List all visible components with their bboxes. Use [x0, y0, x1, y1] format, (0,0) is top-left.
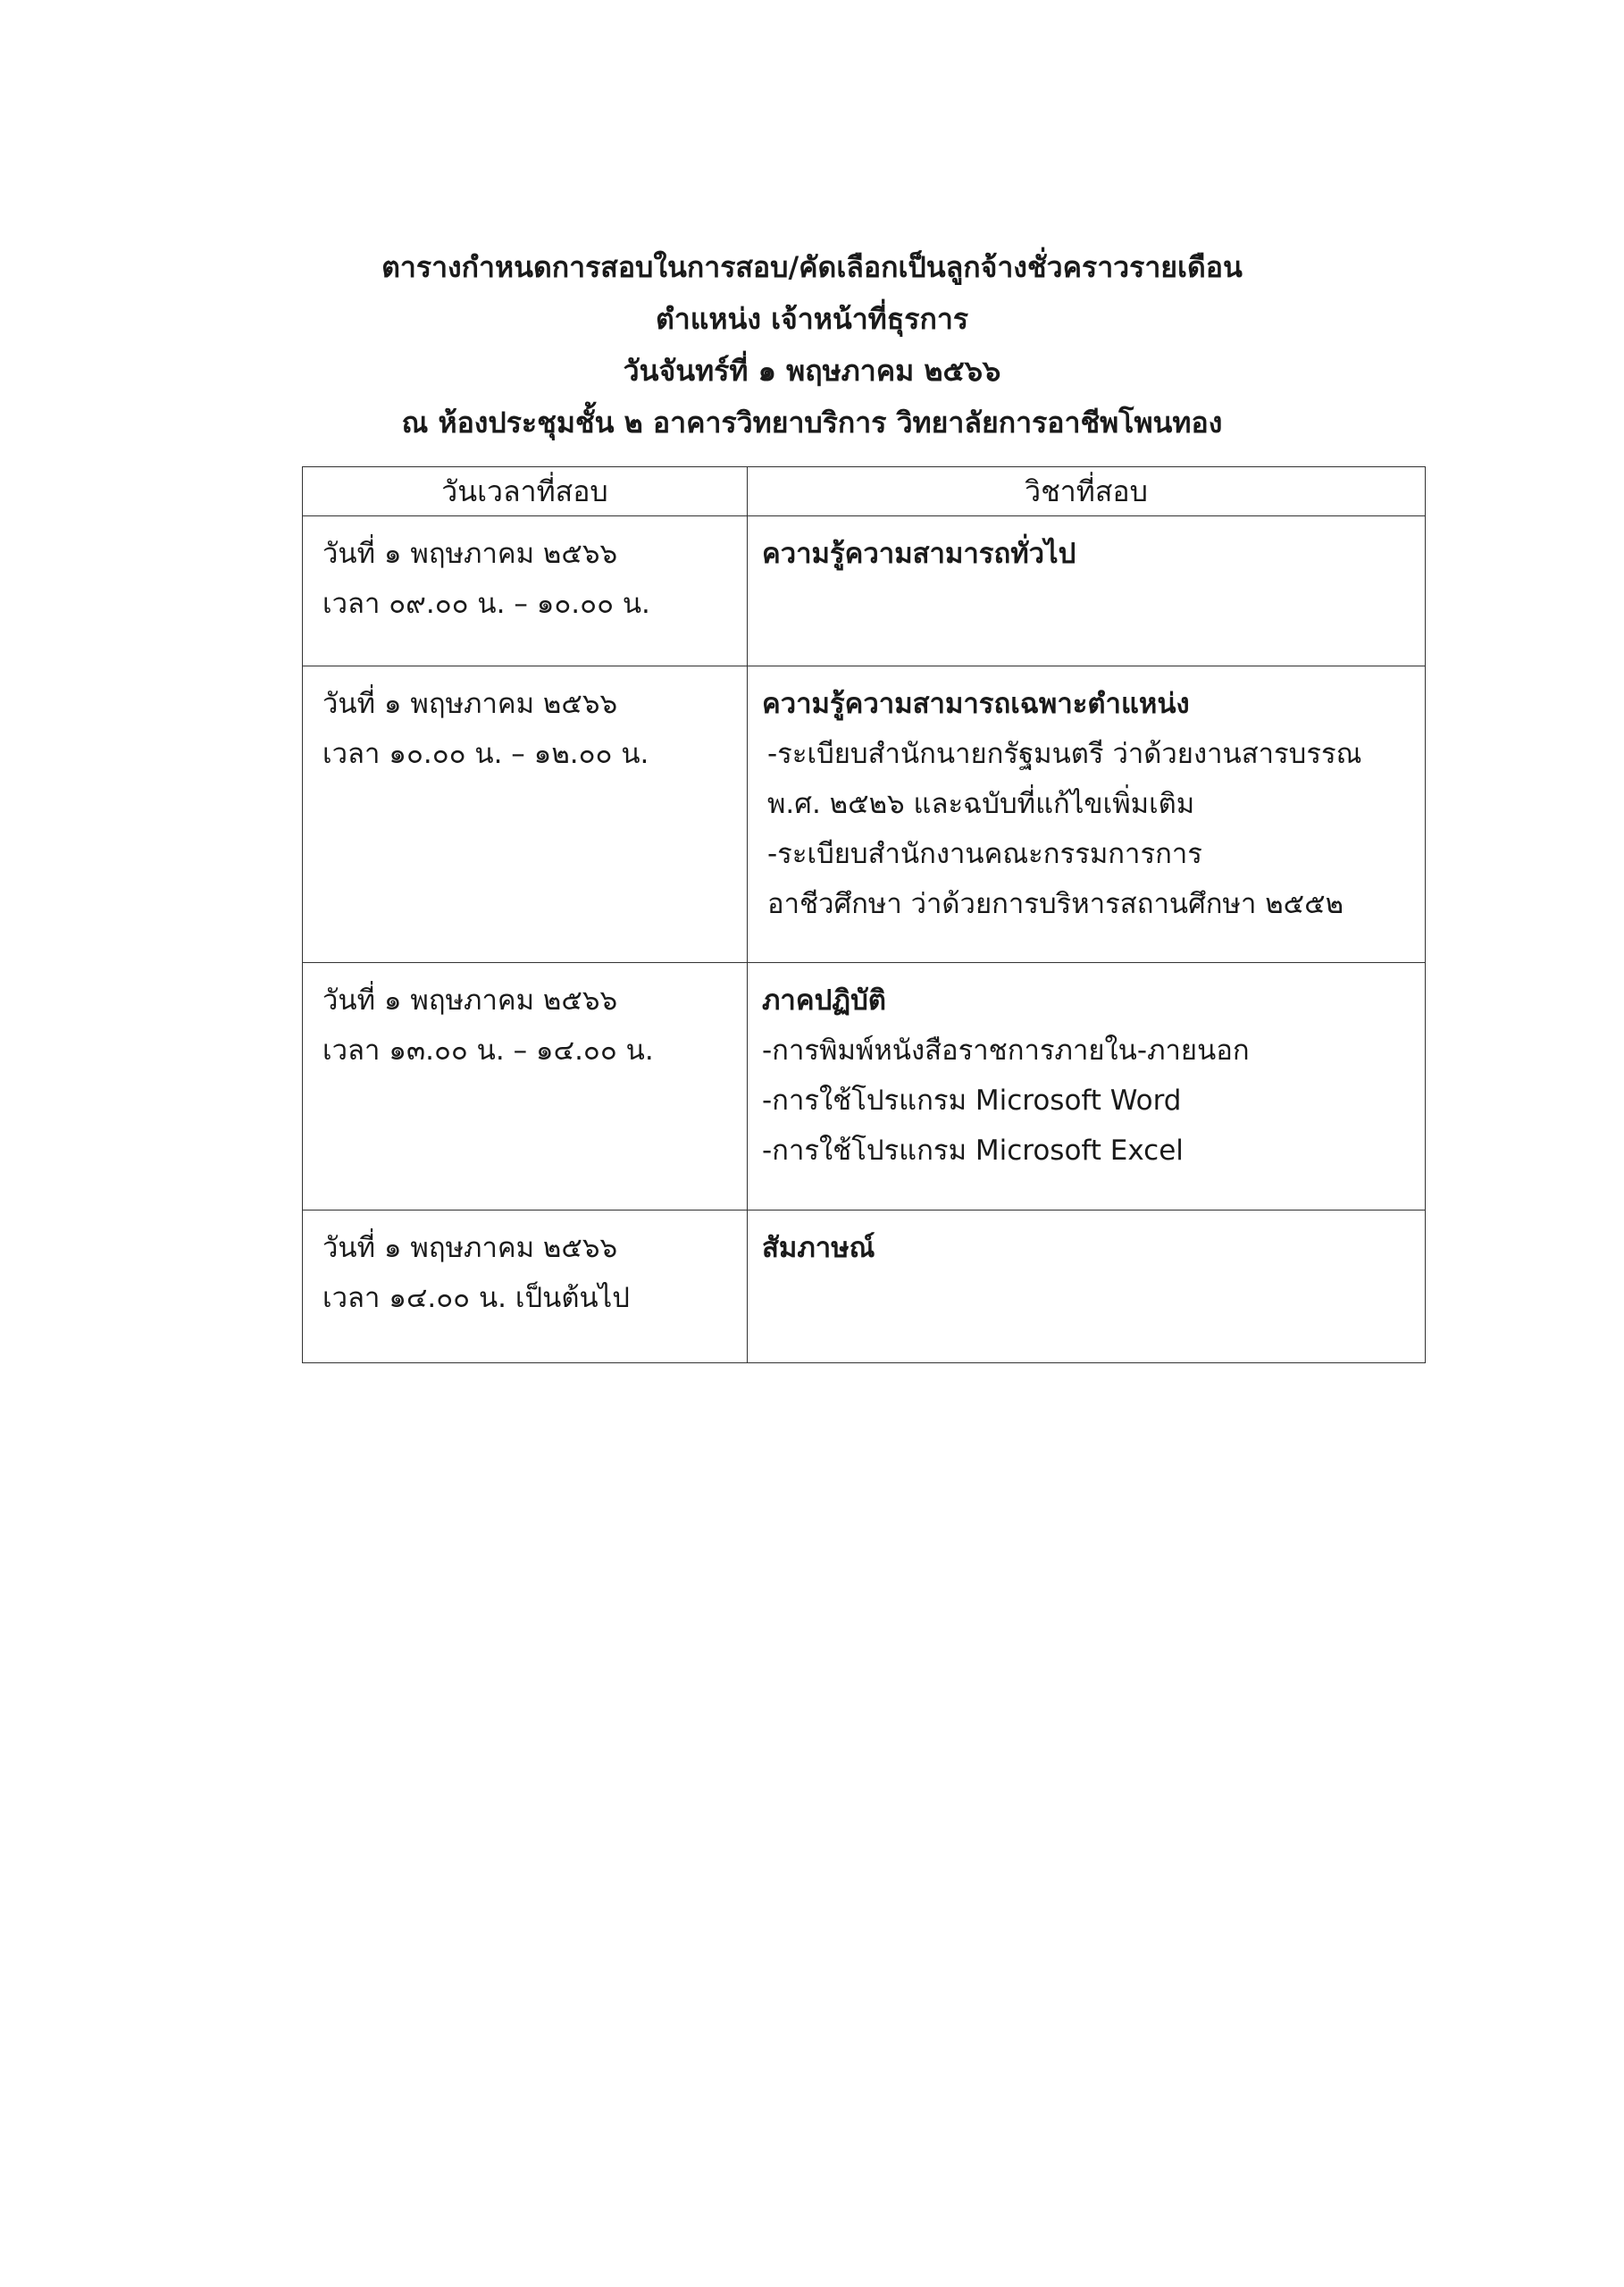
- exam-date-line: วันจันทร์ที่ ๑ พฤษภาคม ๒๕๖๖: [623, 354, 1001, 388]
- exam-time: เวลา ๐๙.๐๐ น. – ๑๐.๐๐ น.: [322, 588, 650, 620]
- document-title: ตารางกำหนดการสอบในการสอบ/คัดเลือกเป็นลูกจ้างชั่วคราวรายเดือน: [381, 250, 1243, 284]
- datetime-cell: [303, 666, 748, 963]
- table-row: [303, 516, 1426, 666]
- document-header: [0, 241, 1624, 448]
- subject-detail: -ระเบียบสำนักงานคณะกรรมการการ: [767, 838, 1202, 870]
- position-line: ตำแหน่ง เจ้าหน้าที่ธุรการ: [655, 302, 969, 336]
- subject-title: สัมภาษณ์: [762, 1232, 875, 1264]
- table-header-row: [303, 467, 1426, 516]
- table-row: [303, 963, 1426, 1211]
- subject-cell: [748, 963, 1426, 1211]
- datetime-cell: [303, 963, 748, 1211]
- subject-cell: [748, 666, 1426, 963]
- subject-detail: อาชีวศึกษา ว่าด้วยการบริหารสถานศึกษา ๒๕๕๒: [767, 888, 1344, 920]
- exam-date: วันที่ ๑ พฤษภาคม ๒๕๖๖: [322, 688, 618, 720]
- exam-schedule-table: [302, 466, 1426, 1363]
- datetime-cell: [303, 516, 748, 666]
- exam-time: เวลา ๑๓.๐๐ น. – ๑๔.๐๐ น.: [322, 1035, 654, 1067]
- header-datetime: วันเวลาที่สอบ: [303, 467, 748, 516]
- exam-time: เวลา ๑๔.๐๐ น. เป็นต้นไป: [322, 1282, 630, 1314]
- subject-title: ภาคปฏิบัติ: [762, 984, 886, 1017]
- header-subject: วิชาที่สอบ: [748, 467, 1426, 516]
- table-row: [303, 1211, 1426, 1363]
- table-row: [303, 666, 1426, 963]
- subject-detail: -การพิมพ์หนังสือราชการภายใน-ภายนอก: [762, 1035, 1250, 1067]
- subject-cell: [748, 516, 1426, 666]
- subject-detail: -ระเบียบสำนักนายกรัฐมนตรี ว่าด้วยงานสารบรรณ: [767, 738, 1362, 770]
- subject-detail: พ.ศ. ๒๕๒๖ และฉบับที่แก้ไขเพิ่มเติม: [767, 788, 1195, 820]
- subject-title: ความรู้ความสามารถทั่วไป: [762, 538, 1076, 570]
- datetime-cell: [303, 1211, 748, 1363]
- exam-time: เวลา ๑๐.๐๐ น. – ๑๒.๐๐ น.: [322, 738, 649, 770]
- subject-title: ความรู้ความสามารถเฉพาะตำแหน่ง: [762, 688, 1190, 720]
- subject-detail: -การใช้โปรแกรม Microsoft Excel: [762, 1135, 1184, 1167]
- subject-cell: [748, 1211, 1426, 1363]
- exam-date: วันที่ ๑ พฤษภาคม ๒๕๖๖: [322, 538, 618, 570]
- exam-date: วันที่ ๑ พฤษภาคม ๒๕๖๖: [322, 984, 618, 1017]
- exam-date: วันที่ ๑ พฤษภาคม ๒๕๖๖: [322, 1232, 618, 1264]
- exam-venue-line: ณ ห้องประชุมชั้น ๒ อาคารวิทยาบริการ วิทยาลัยการอาชีพโพนทอง: [401, 406, 1223, 440]
- subject-detail: -การใช้โปรแกรม Microsoft Word: [762, 1085, 1182, 1117]
